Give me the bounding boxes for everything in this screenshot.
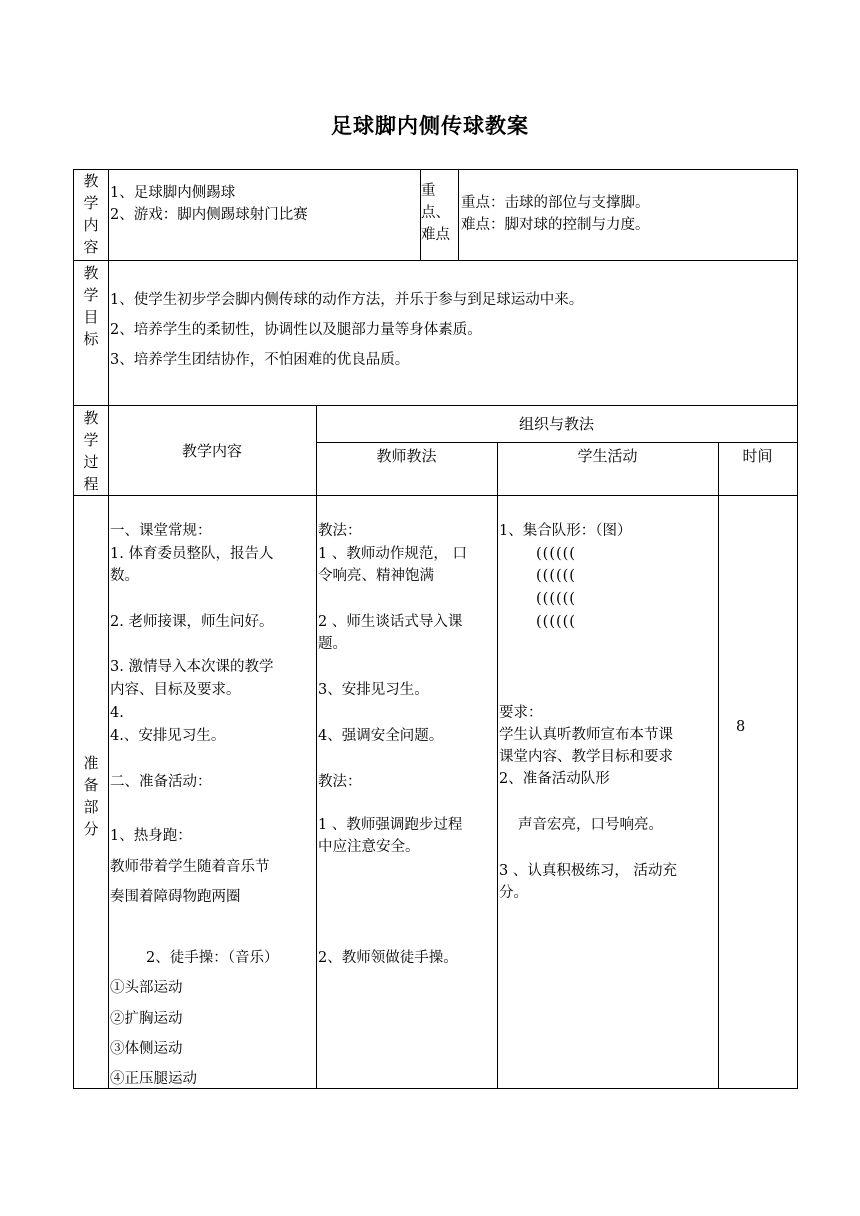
teacher-line: 3、安排见习生。 <box>318 682 429 698</box>
table-border-top <box>73 169 798 170</box>
teacher-line: 4、强调安全问题。 <box>318 728 444 744</box>
teacher-line: 1 、教师强调跑步过程 <box>318 817 463 833</box>
teacher-line: 中应注意安全。 <box>318 839 420 855</box>
teacher-line: 令响亮、精神饱满 <box>318 568 434 584</box>
student-line: 1、集合队形：（图） <box>499 523 632 539</box>
table-border-left <box>73 169 74 1089</box>
table-border-right <box>797 169 798 1089</box>
teacher-line: 2 、师生谈话式导入课 <box>318 614 463 630</box>
student-line: 要求： <box>499 705 543 721</box>
key-point: 难点：脚对球的控制与力度。 <box>461 217 650 233</box>
key-points-label: 重 点、 难点 <box>421 183 450 243</box>
row-label-teaching-process: 教 学 过 程 <box>83 409 99 493</box>
content-line: 数。 <box>110 568 139 584</box>
student-line: 分。 <box>499 885 528 901</box>
formation-row: (((((( <box>536 546 576 562</box>
teaching-goals-cell <box>110 285 796 375</box>
column-divider <box>497 442 498 1089</box>
column-header-teacher: 教师教法 <box>376 447 437 465</box>
column-divider <box>718 442 719 1089</box>
row-divider <box>73 260 798 261</box>
key-points-cell <box>461 192 797 236</box>
content-line: 2. 老师接课，师生问好。 <box>110 614 274 630</box>
content-line: ①头部运动 <box>110 980 183 996</box>
column-header-organization: 组织与教法 <box>518 415 594 433</box>
prep-time-cell: 8 <box>736 719 746 735</box>
teacher-line: 1 、教师动作规范， 口 <box>318 546 467 562</box>
row-divider <box>73 495 798 496</box>
student-line: 3 、认真积极练习， 活动充 <box>499 863 677 879</box>
formation-row: (((((( <box>536 568 576 584</box>
row-label-teaching-content: 教 学 内 容 <box>83 172 99 256</box>
goal-item: 1、使学生初步学会脚内侧传球的动作方法，并乐于参与到足球运动中来。 <box>110 292 584 308</box>
row-divider <box>316 442 798 443</box>
content-line: ②扩胸运动 <box>110 1011 183 1027</box>
content-line: 内容、目标及要求。 <box>110 682 241 698</box>
teaching-content-cell <box>110 182 420 226</box>
key-point: 重点：击球的部位与支撑脚。 <box>461 195 650 211</box>
formation-row: (((((( <box>536 591 576 607</box>
teacher-line: 2、教师领做徒手操。 <box>318 950 458 966</box>
goal-item: 2、培养学生的柔韧性，协调性以及腿部力量等身体素质。 <box>110 322 482 338</box>
teacher-line: 教法： <box>318 774 362 790</box>
row-divider <box>73 405 798 406</box>
content-line: ③体侧运动 <box>110 1041 183 1057</box>
student-line: 2、准备活动队形 <box>499 771 610 787</box>
content-line: 一、课堂常规： <box>110 523 212 539</box>
content-line: 1、热身跑： <box>110 828 192 844</box>
content-line: 3. 激情导入本次课的教学 <box>110 659 274 675</box>
column-divider <box>316 405 317 1089</box>
content-line: 1. 体育委员整队，报告人 <box>110 546 274 562</box>
content-line: ④正压腿运动 <box>110 1071 197 1087</box>
column-divider <box>108 169 109 1089</box>
content-line: 奏围着障碍物跑两圈 <box>110 889 241 905</box>
content-line: 4. <box>110 705 124 721</box>
row-label-preparation: 准 备 部 分 <box>83 754 99 838</box>
row-label-teaching-goals: 教 学 目 标 <box>83 264 99 348</box>
column-header-time: 时间 <box>742 447 773 465</box>
content-line: 2、徒手操：（音乐） <box>146 950 279 966</box>
content-line: 二、准备活动： <box>110 774 212 790</box>
content-item: 1、足球脚内侧踢球 <box>110 185 236 201</box>
content-item: 2、游戏：脚内侧踢球射门比赛 <box>110 207 308 223</box>
teacher-line: 题。 <box>318 636 347 652</box>
page-title: 足球脚内侧传球教案 <box>331 114 529 138</box>
teacher-line: 教法： <box>318 523 362 539</box>
student-line: 课堂内容、教学目标和要求 <box>499 749 673 765</box>
column-header-content: 教学内容 <box>181 442 242 460</box>
content-line: 4.、安排见习生。 <box>110 728 226 744</box>
column-header-student: 学生活动 <box>577 447 638 465</box>
student-line: 学生认真听教师宣布本节课 <box>499 727 673 743</box>
goal-item: 3、培养学生团结协作，不怕困难的优良品质。 <box>110 352 410 368</box>
student-line: 声音宏亮，口号响亮。 <box>518 817 663 833</box>
formation-row: (((((( <box>536 614 576 630</box>
content-line: 教师带着学生随着音乐节 <box>110 859 270 875</box>
